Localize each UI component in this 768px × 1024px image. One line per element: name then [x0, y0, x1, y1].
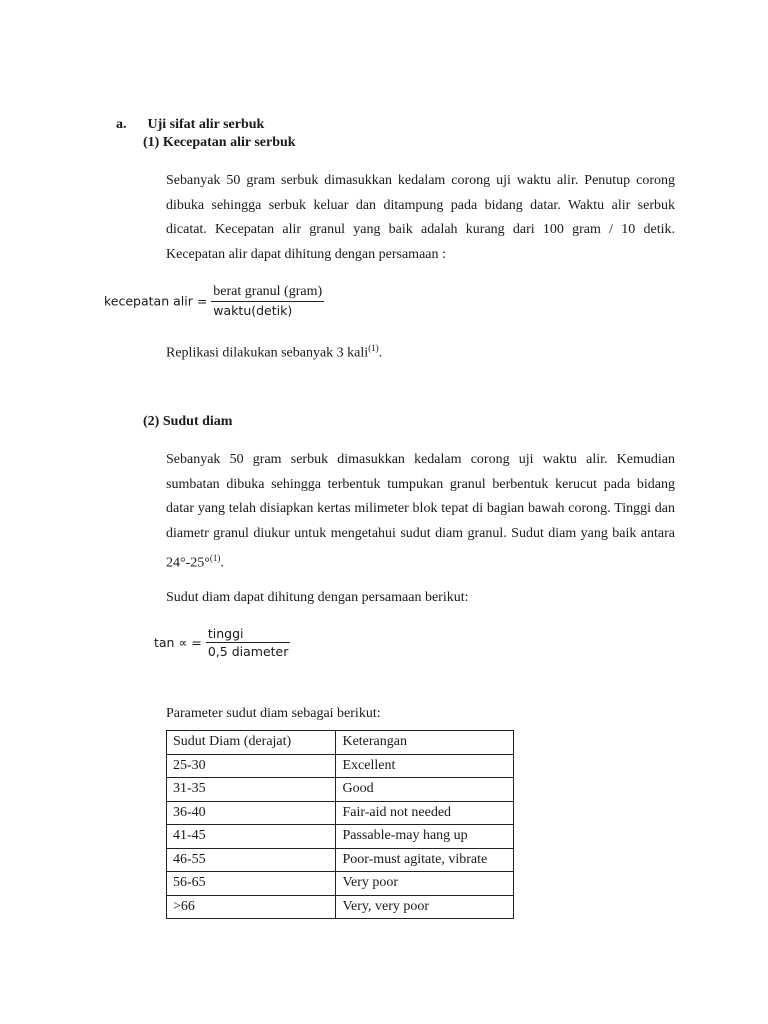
replication-text: Replikasi dilakukan sebanyak 3 kali — [166, 345, 369, 361]
table-cell: >66 — [167, 895, 336, 919]
table-cell: 56-65 — [167, 872, 336, 896]
table-row — [167, 778, 514, 802]
table-row — [167, 825, 514, 849]
table-row — [167, 801, 514, 825]
table-row — [167, 895, 514, 919]
table-cell: 46-55 — [167, 848, 336, 872]
angle-equation — [154, 626, 290, 659]
table-header-cell: Sudut Diam (derajat) — [167, 731, 336, 755]
equation-2-numerator: tinggi — [206, 626, 291, 643]
angle-paragraph-end: . — [220, 555, 224, 571]
equation-2-denominator: 0,5 diameter — [207, 644, 289, 659]
angle-paragraph-ref: (1) — [209, 553, 221, 563]
table-cell: Fair-aid not needed — [336, 801, 514, 825]
table-cell: Very, very poor — [336, 895, 514, 919]
table-row — [167, 848, 514, 872]
section-a-marker: a. — [116, 117, 127, 132]
subsection-1-heading — [143, 135, 296, 151]
table-cell: Passable-may hang up — [336, 825, 514, 849]
replication-end: . — [378, 345, 383, 361]
table-header-cell: Keterangan — [336, 731, 514, 755]
flow-rate-equation — [104, 284, 324, 318]
angle-paragraph-text: Sebanyak 50 gram serbuk dimasukkan kedalam corong uji waktu alir. Kemudian sumbatan dibuka sehingga terbentuk tumpukan granul berbentuk kerucut pada bidang datar yang telah disiapkan kertas milimeter blok tepat di bagian bawah corong. Tinggi dan diametr granul diukur untuk mengetahui sudut diam granul. Sudut diam yang baik antara 24°-25° — [166, 452, 675, 571]
equation-1-numerator: berat granul (gram) — [211, 284, 324, 302]
table-header-row — [167, 731, 514, 755]
table-cell: Good — [336, 778, 514, 802]
subsection-2-marker: (2) — [143, 414, 160, 429]
replication-note — [166, 336, 382, 366]
angle-parameter-table — [166, 730, 514, 919]
table-cell: Poor-must agitate, vibrate — [336, 848, 514, 872]
table-cell: 25-30 — [167, 754, 336, 778]
table-row — [167, 872, 514, 896]
section-a-title: Uji sifat alir serbuk — [147, 117, 265, 132]
table-cell: 41-45 — [167, 825, 336, 849]
table-row — [167, 754, 514, 778]
section-a-heading — [116, 117, 264, 133]
replication-ref: (1) — [368, 343, 379, 353]
table-intro: Parameter sudut diam sebagai berikut: — [166, 706, 381, 721]
table-cell: Excellent — [336, 754, 514, 778]
angle-of-repose-paragraph — [166, 448, 675, 576]
subsection-1-marker: (1) — [143, 135, 160, 150]
table-cell: 31-35 — [167, 778, 336, 802]
table-cell: Very poor — [336, 872, 514, 896]
equation-1-lhs: kecepatan alir = — [104, 293, 208, 309]
equation-1-denominator: waktu(detik) — [213, 303, 293, 318]
subsection-1-title: Kecepatan alir serbuk — [162, 135, 296, 150]
subsection-2-title: Sudut diam — [162, 414, 233, 429]
table-cell: 36-40 — [167, 801, 336, 825]
flow-rate-paragraph: Sebanyak 50 gram serbuk dimasukkan kedalam corong uji waktu alir. Penutup corong dibuka sehingga serbuk keluar dan ditampung pada bidang datar. Waktu alir serbuk dicatat. Kecepatan alir granul yang baik adalah kurang dari 100 gram / 10 detik. Kecepatan alir dapat dihitung dengan persamaan : — [166, 173, 675, 262]
equation-2-lhs: tan ∝ = — [154, 635, 202, 650]
equation-intro: Sudut diam dapat dihitung dengan persamaan berikut: — [166, 590, 469, 605]
subsection-2-heading — [143, 414, 232, 430]
